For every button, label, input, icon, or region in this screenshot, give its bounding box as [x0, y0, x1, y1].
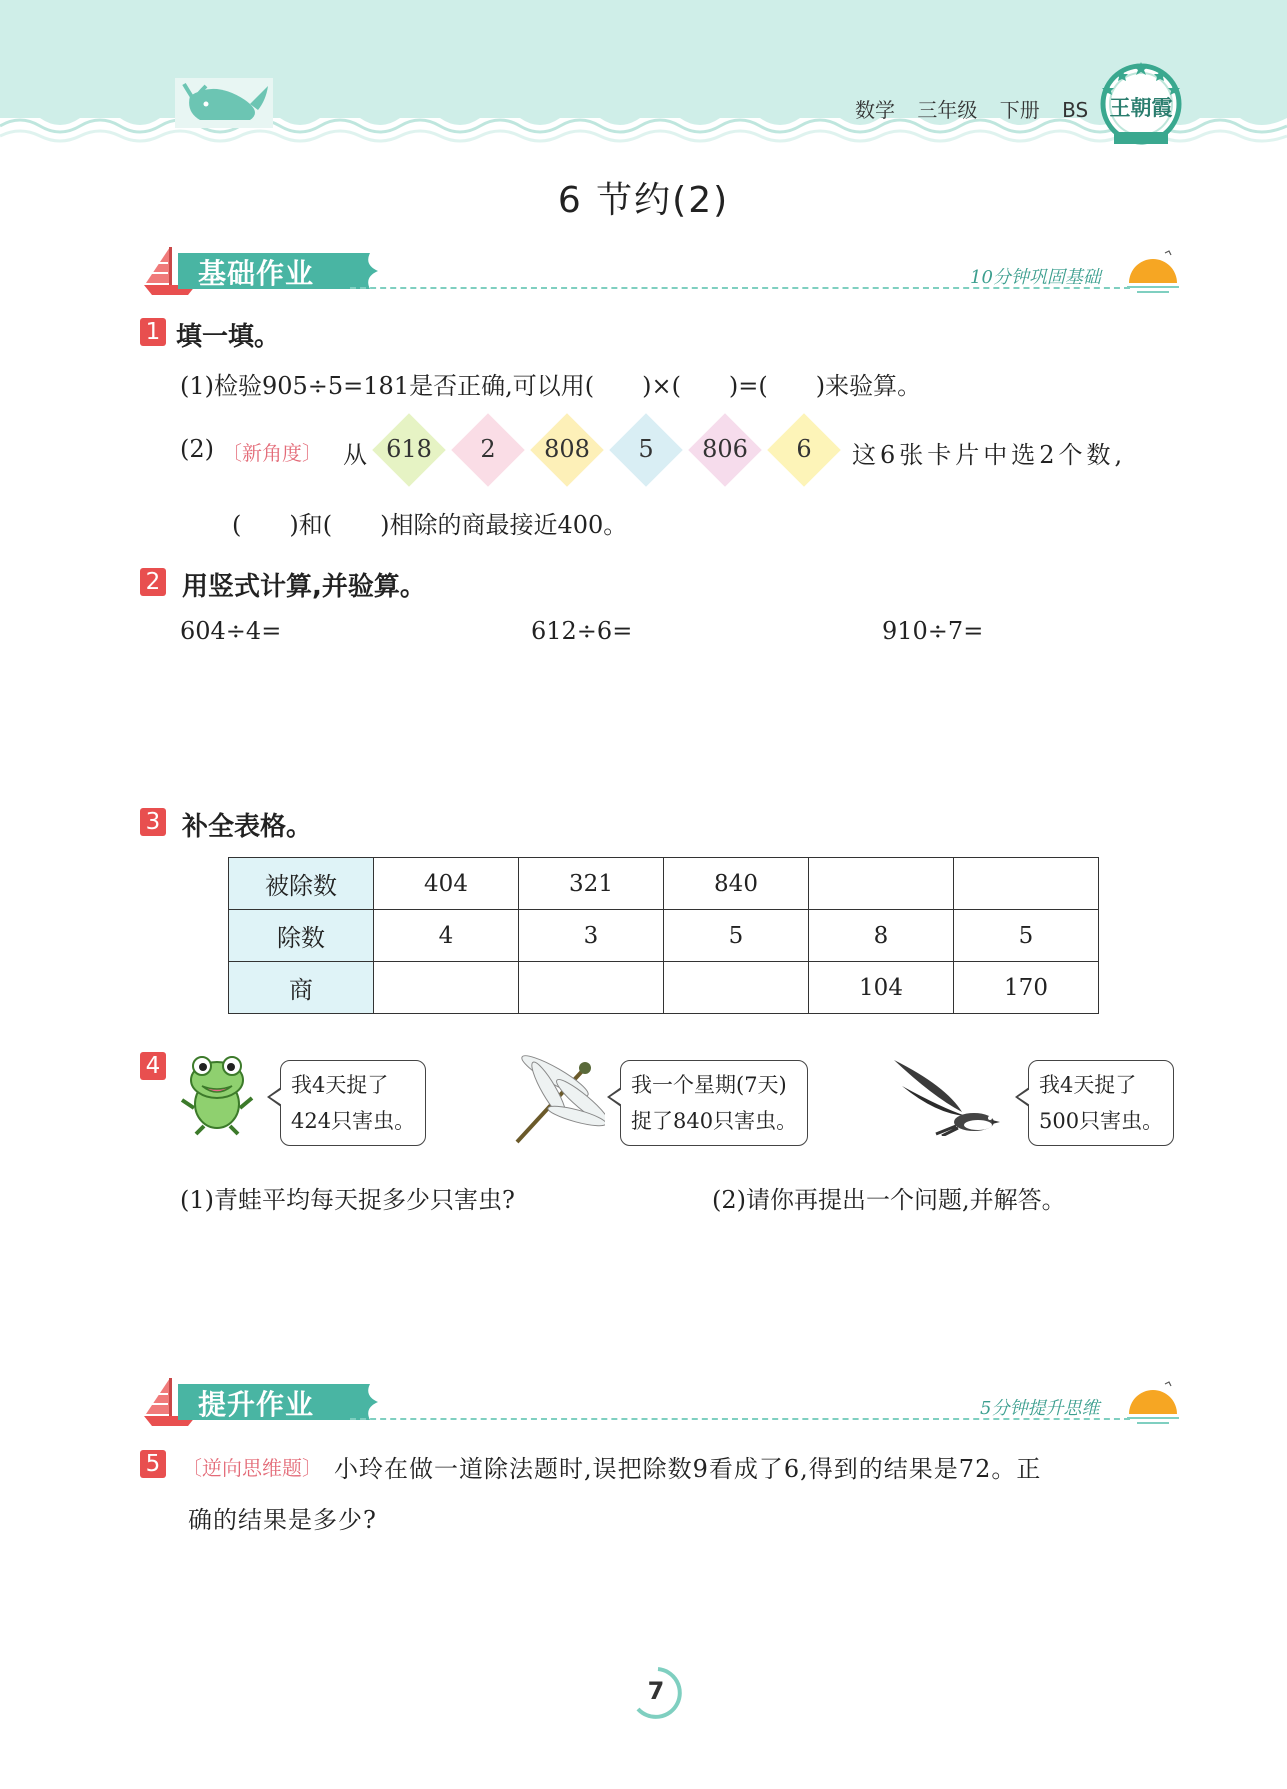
number-card [530, 413, 604, 487]
grade-label: 三年级 [917, 98, 978, 122]
bubble-line: 我一个星期(7天) [631, 1073, 787, 1097]
speech-bubble-frog [280, 1060, 426, 1146]
table-cell: 104 [809, 962, 954, 1014]
card-value: 806 [702, 435, 748, 463]
section-title: 提升作业 [198, 1388, 315, 1421]
table-row [229, 858, 1099, 910]
frog-icon [178, 1052, 256, 1136]
table-cell: 5 [954, 910, 1099, 962]
part-2-suffix: 这6张卡片中选2个数, [852, 441, 1127, 469]
page-header [0, 0, 1287, 160]
question-number: 1 [140, 318, 166, 346]
reverse-thinking-tag: 〔逆向思维题〕 [182, 1456, 322, 1480]
table-cell[interactable] [809, 858, 954, 910]
question-number: 4 [140, 1052, 166, 1080]
bubble-line: 我4天捉了 [291, 1073, 389, 1097]
question-text: 小玲在做一道除法题时,误把除数9看成了6,得到的结果是72。正 [334, 1455, 1042, 1483]
table-cell: 8 [809, 910, 954, 962]
sub-question-2: (2)请你再提出一个问题,并解答。 [712, 1186, 1066, 1214]
header-wave-background [0, 0, 1287, 160]
table-cell: 3 [519, 910, 664, 962]
question-title: 填一填。 [176, 322, 281, 352]
subject-label: 数学 [855, 98, 895, 122]
card-value: 808 [544, 435, 590, 463]
row-header: 被除数 [229, 858, 374, 910]
section-title: 基础作业 [198, 257, 315, 290]
bubble-line: 我4天捉了 [1039, 1073, 1137, 1097]
volume-label: 下册 [999, 98, 1040, 122]
section-banner-basic [140, 243, 1180, 299]
card-value: 2 [480, 435, 496, 463]
question-text: 确的结果是多少? [188, 1506, 377, 1534]
whale-icon [175, 78, 273, 128]
table-cell: 404 [374, 858, 519, 910]
section-note: 5分钟提升思维 [980, 1398, 1100, 1419]
question-title: 用竖式计算,并验算。 [182, 572, 426, 602]
table-cell: 4 [374, 910, 519, 962]
number-card [372, 413, 446, 487]
speech-bubble-dragonfly [620, 1060, 808, 1146]
table-cell: 321 [519, 858, 664, 910]
swallow-icon [892, 1056, 1004, 1136]
question-number: 5 [140, 1450, 166, 1478]
calc-item: 604÷4= [180, 617, 282, 645]
table-cell: 170 [954, 962, 1099, 1014]
bubble-line: 500只害虫。 [1039, 1109, 1164, 1133]
card-value: 6 [796, 435, 812, 463]
sunset-icon [1125, 1380, 1181, 1426]
table-row [229, 962, 1099, 1014]
number-card [767, 413, 841, 487]
dragonfly-icon [505, 1050, 605, 1146]
bubble-line: 424只害虫。 [291, 1109, 416, 1133]
part-2-from: 从 [343, 441, 367, 469]
table-cell[interactable] [954, 858, 1099, 910]
question-title: 补全表格。 [182, 812, 313, 842]
sunset-icon [1125, 249, 1181, 295]
question-number: 2 [140, 568, 166, 596]
table-cell: 840 [664, 858, 809, 910]
table-cell[interactable] [374, 962, 519, 1014]
table-row [229, 910, 1099, 962]
sub-question-1: (1)青蛙平均每天捉多少只害虫? [180, 1186, 515, 1214]
book-info [855, 94, 1104, 123]
section-note: 10分钟巩固基础 [970, 267, 1101, 288]
question-part-1: (1)检验905÷5=181是否正确,可以用( )×( )=( )来验算。 [180, 372, 922, 400]
table-cell[interactable] [664, 962, 809, 1014]
calc-item: 910÷7= [882, 617, 984, 645]
page-number: 7 [628, 1665, 684, 1721]
number-card [609, 413, 683, 487]
question-number: 3 [140, 808, 166, 836]
row-header: 商 [229, 962, 374, 1014]
new-angle-tag: 〔新角度〕 [222, 441, 322, 465]
bubble-line: 捉了840只害虫。 [631, 1109, 798, 1133]
card-value: 618 [386, 435, 432, 463]
calc-item: 612÷6= [531, 617, 633, 645]
card-value: 5 [638, 435, 654, 463]
number-card [688, 413, 762, 487]
table-cell[interactable] [519, 962, 664, 1014]
page-title: 6 节约(2) [557, 180, 730, 221]
table-cell: 5 [664, 910, 809, 962]
number-card [451, 413, 525, 487]
logo-text: 王朝霞 [1109, 95, 1173, 120]
row-header: 除数 [229, 910, 374, 962]
speech-bubble-swallow [1028, 1060, 1174, 1146]
division-table [228, 857, 1099, 1014]
edition-label: BS [1062, 98, 1089, 122]
brand-logo [1100, 58, 1182, 150]
section-banner-improve [140, 1374, 1180, 1430]
part-2-prefix: (2) [180, 435, 214, 463]
part-2-line-2: ( )和( )相除的商最接近400。 [232, 511, 628, 539]
